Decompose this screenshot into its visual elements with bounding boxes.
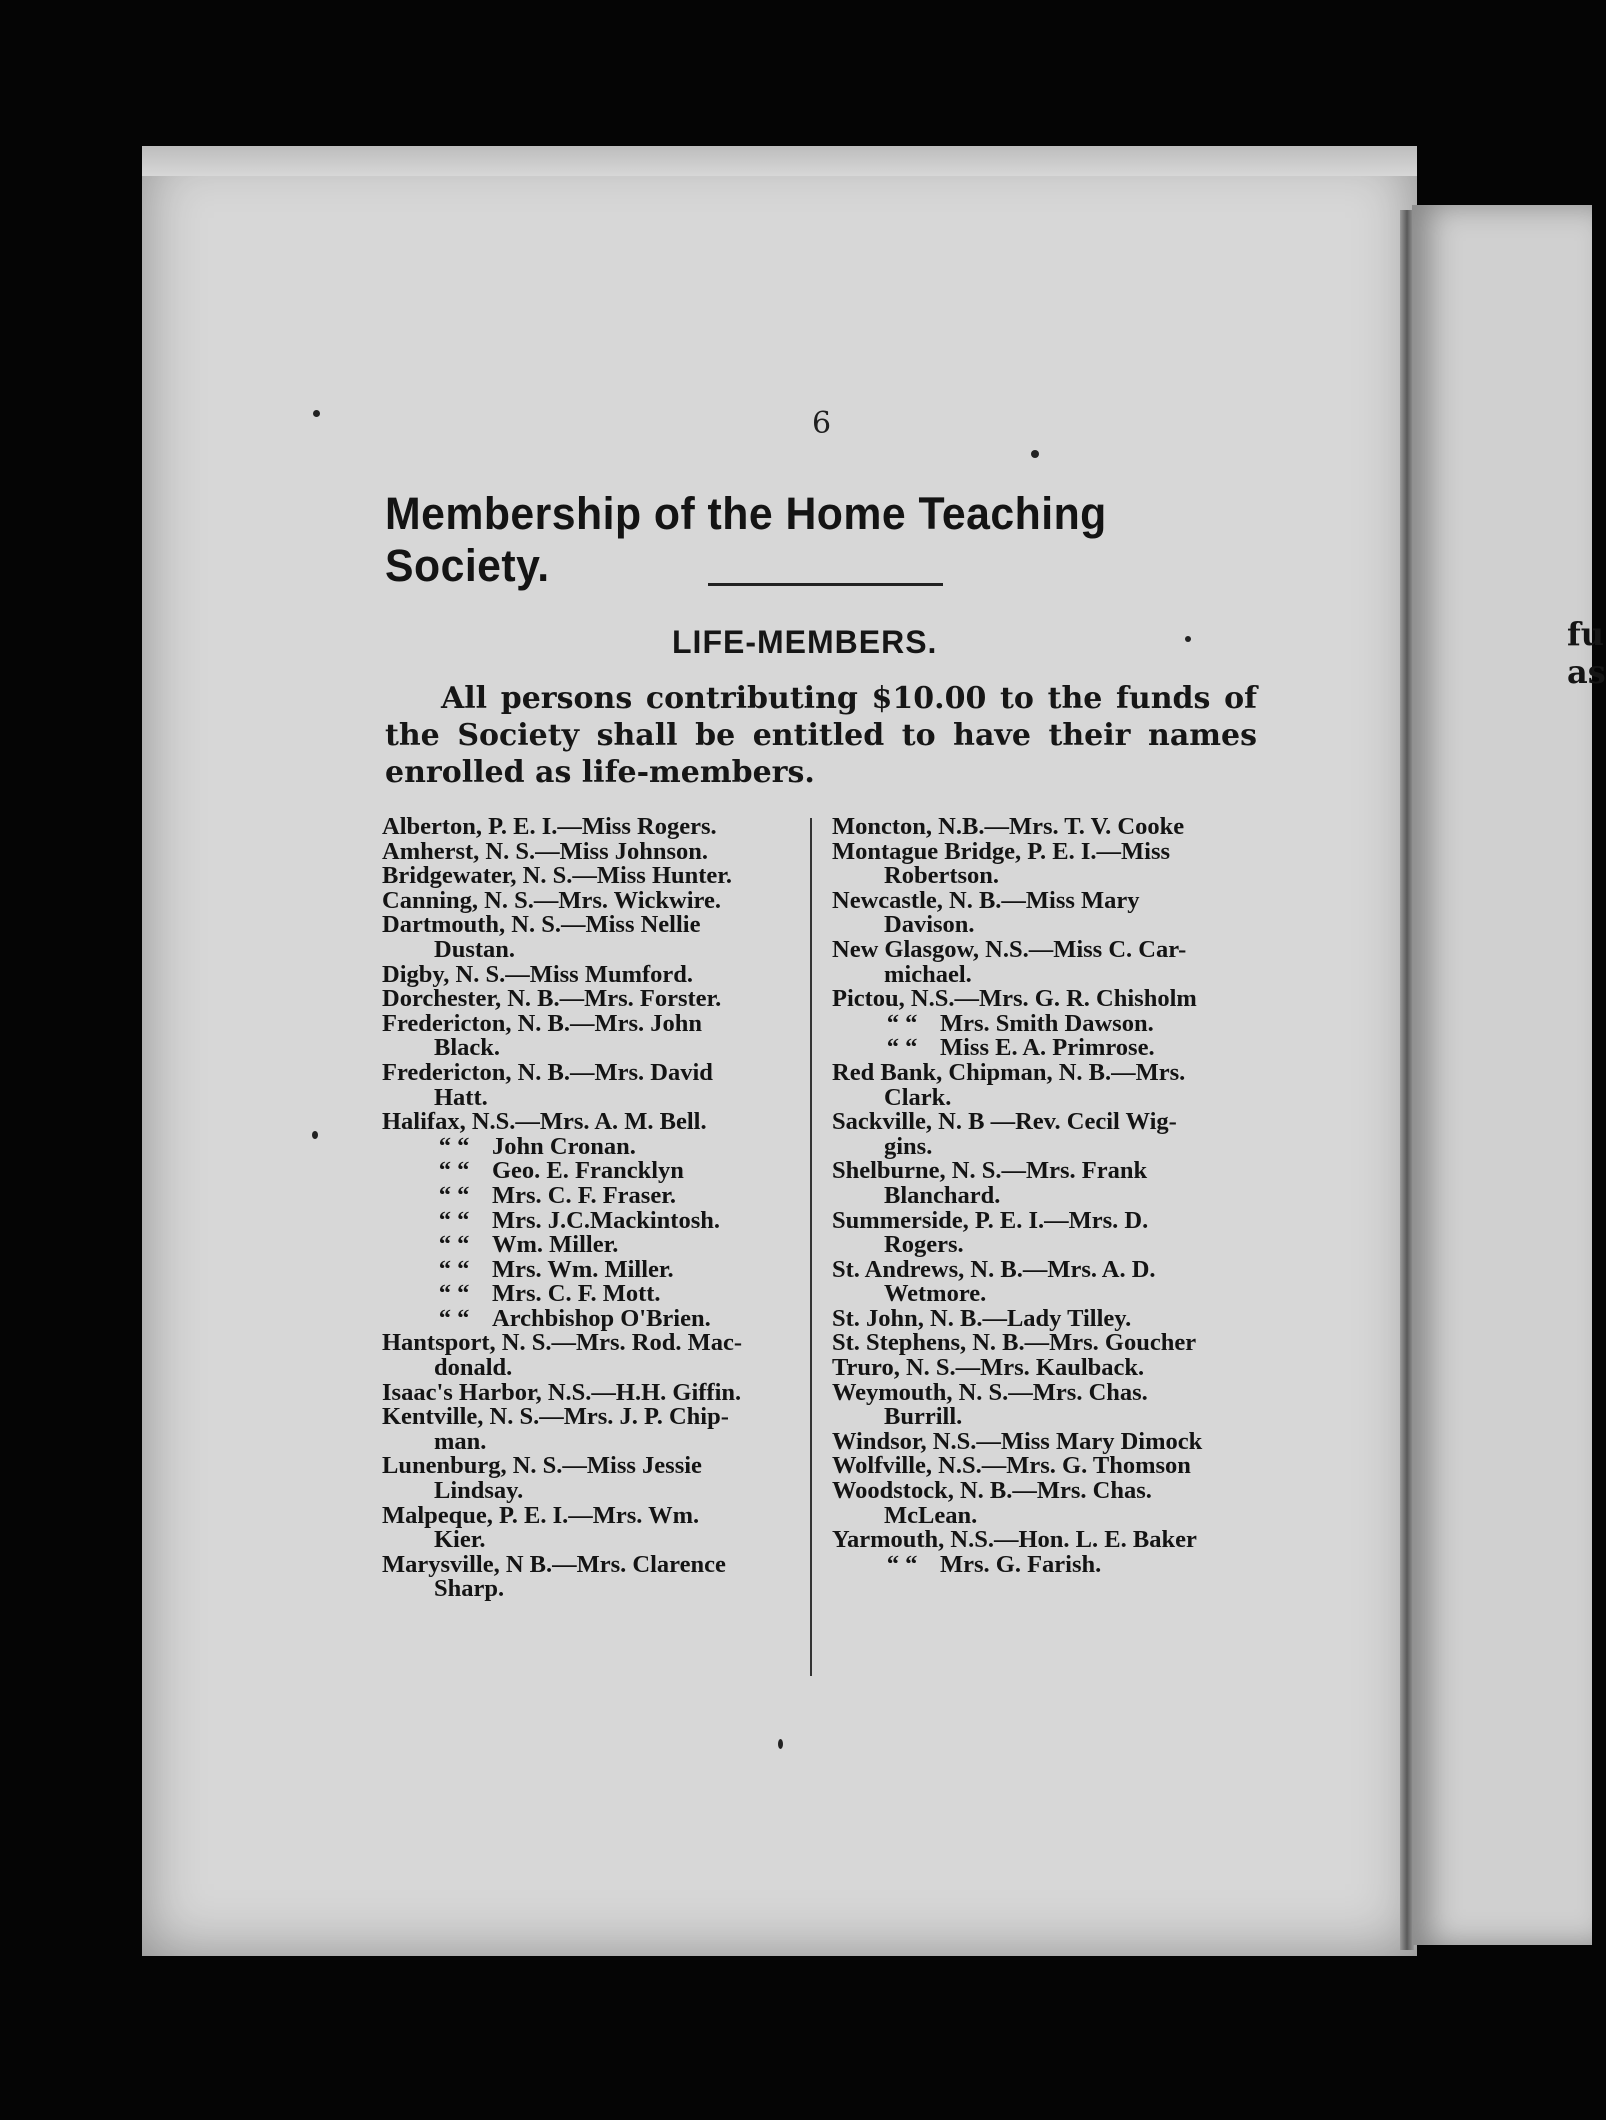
right-member-column — [832, 815, 1260, 1577]
member-entry-continuation: man. — [434, 1427, 487, 1455]
member-entry-text: Woodstock, N. B.—Mrs. Chas. — [832, 1477, 1152, 1505]
member-entry-ditto — [382, 1132, 812, 1160]
member-entry-continuation: Wetmore. — [884, 1280, 987, 1308]
member-entry-text: Pictou, N.S.—Mrs. G. R. Chisholm — [832, 985, 1197, 1013]
member-name: Wm. Miller. — [492, 1231, 619, 1259]
member-entry-ditto — [832, 1009, 1260, 1037]
member-entry-continuation: gins. — [884, 1132, 933, 1160]
member-entry-text: Isaac's Harbor, N.S.—H.H. Giffin. — [382, 1378, 742, 1406]
member-entry — [382, 1454, 812, 1503]
print-speck — [313, 410, 320, 417]
ditto-marks: “ “ — [438, 1304, 470, 1332]
member-name: Mrs. C. F. Mott. — [492, 1280, 661, 1308]
page-number: 6 — [812, 406, 832, 441]
member-entry-text: Dorchester, N. B.—Mrs. Forster. — [382, 985, 722, 1013]
member-entry-ditto — [382, 1233, 812, 1258]
member-entry-continuation: Burrill. — [884, 1403, 963, 1431]
member-entry-text: New Glasgow, N.S.—Miss C. Car- — [832, 935, 1187, 963]
member-entry-text: Alberton, P. E. I.—Miss Rogers. — [382, 813, 717, 840]
member-entry — [832, 1454, 1260, 1479]
member-entry — [832, 1331, 1260, 1356]
member-entry — [382, 1058, 812, 1111]
member-entry — [382, 913, 812, 962]
member-name: Mrs. Wm. Miller. — [492, 1255, 674, 1283]
member-entry — [832, 1528, 1260, 1553]
member-entry-text: St. Stephens, N. B.—Mrs. Goucher — [832, 1329, 1197, 1357]
ditto-marks: “ “ — [886, 1034, 918, 1062]
member-entry-text: Canning, N. S.—Mrs. Wickwire. — [382, 886, 721, 914]
member-entry-text: Red Bank, Chipman, N. B.—Mrs. — [832, 1058, 1186, 1086]
left-member-column — [382, 815, 812, 1602]
member-entry — [832, 1206, 1260, 1259]
member-entry-text: Halifax, N.S.—Mrs. A. M. Bell. — [382, 1108, 707, 1136]
member-entry — [382, 1009, 812, 1062]
member-entry-text: Yarmouth, N.S.—Hon. L. E. Baker — [832, 1526, 1197, 1554]
member-entry — [832, 815, 1260, 840]
member-entry — [832, 987, 1260, 1012]
member-entry-ditto — [382, 1206, 812, 1234]
member-entry — [832, 1356, 1260, 1381]
member-entry — [382, 987, 812, 1012]
member-entry-text: St. Andrews, N. B.—Mrs. A. D. — [832, 1255, 1156, 1283]
member-entry-text: Summerside, P. E. I.—Mrs. D. — [832, 1206, 1149, 1234]
print-speck — [778, 1739, 783, 1749]
member-entry-text: Bridgewater, N. S.—Miss Hunter. — [382, 862, 733, 890]
member-entry-continuation: Kier. — [434, 1526, 486, 1554]
ditto-marks: “ “ — [438, 1206, 470, 1234]
ditto-marks: “ “ — [438, 1132, 470, 1160]
member-entry-text: Shelburne, N. S.—Mrs. Frank — [832, 1157, 1148, 1185]
member-entry-text: Truro, N. S.—Mrs. Kaulback. — [832, 1354, 1145, 1382]
member-entry-text: St. John, N. B.—Lady Tilley. — [832, 1304, 1132, 1332]
member-name: Miss E. A. Primrose. — [940, 1034, 1155, 1062]
member-entry — [832, 1159, 1260, 1208]
member-entry-text: Windsor, N.S.—Miss Mary Dimock — [832, 1427, 1203, 1455]
facing-page-fragment: as — [1567, 653, 1606, 691]
member-entry-text: Hantsport, N. S.—Mrs. Rod. Mac- — [382, 1329, 742, 1357]
ditto-marks: “ “ — [438, 1157, 470, 1185]
member-name: Mrs. C. F. Fraser. — [492, 1181, 676, 1209]
member-entry-text: Dartmouth, N. S.—Miss Nellie — [382, 911, 701, 939]
member-entry-ditto — [382, 1282, 812, 1307]
member-entry-continuation: Rogers. — [884, 1231, 964, 1259]
member-entry — [382, 886, 812, 914]
member-entry — [382, 1378, 812, 1406]
member-entry-text: Moncton, N.B.—Mrs. T. V. Cooke — [832, 813, 1185, 840]
member-entry-text: Lunenburg, N. S.—Miss Jessie — [382, 1452, 702, 1480]
member-entry-continuation: Robertson. — [884, 862, 1000, 890]
member-name: Archbishop O'Brien. — [492, 1304, 711, 1332]
facing-page-fragment: fu — [1567, 615, 1605, 653]
member-entry-continuation: donald. — [434, 1354, 513, 1382]
member-name: Mrs. Smith Dawson. — [940, 1009, 1154, 1037]
member-entry-text: Amherst, N. S.—Miss Johnson. — [382, 837, 709, 865]
member-entry — [832, 886, 1260, 939]
member-entry — [382, 1110, 812, 1135]
member-entry-continuation: Hatt. — [434, 1083, 488, 1111]
title-rule — [708, 583, 943, 586]
member-entry-continuation: Sharp. — [434, 1575, 505, 1603]
member-entry-ditto — [382, 1159, 812, 1184]
ditto-marks: “ “ — [438, 1255, 470, 1283]
member-entry-text: Digby, N. S.—Miss Mumford. — [382, 960, 694, 988]
ditto-marks: “ “ — [886, 1009, 918, 1037]
member-entry-continuation: Lindsay. — [434, 1477, 524, 1505]
ditto-marks: “ “ — [886, 1550, 918, 1578]
member-entry-text: Malpeque, P. E. I.—Mrs. Wm. — [382, 1501, 700, 1529]
print-speck — [312, 1131, 318, 1139]
intro-paragraph: All persons contributing $10.00 to the funds of the Society shall be entitled to have their names enrolled as life-members. — [385, 681, 1257, 790]
member-entry-continuation: Dustan. — [434, 935, 516, 963]
member-entry — [832, 1110, 1260, 1159]
member-entry — [382, 837, 812, 865]
section-heading: LIFE-MEMBERS. — [672, 624, 938, 660]
member-entry-ditto — [832, 1036, 1260, 1061]
member-entry-text: Marysville, N B.—Mrs. Clarence — [382, 1550, 726, 1578]
member-name: Geo. E. Francklyn — [492, 1157, 684, 1185]
member-entry — [832, 935, 1260, 988]
member-entry-text: Kentville, N. S.—Mrs. J. P. Chip- — [382, 1403, 729, 1431]
member-entry — [832, 1479, 1260, 1528]
member-entry — [832, 1304, 1260, 1332]
member-entry-continuation: Clark. — [884, 1083, 952, 1111]
member-entry — [382, 960, 812, 988]
member-entry-text: Fredericton, N. B.—Mrs. David — [382, 1058, 713, 1086]
member-name: Mrs. G. Farish. — [940, 1550, 1102, 1578]
member-entry-text: Weymouth, N. S.—Mrs. Chas. — [832, 1378, 1148, 1406]
member-entry-text: Montague Bridge, P. E. I.—Miss — [832, 837, 1171, 865]
member-entry-continuation: Davison. — [884, 911, 975, 939]
member-entry-ditto — [382, 1181, 812, 1209]
facing-page — [1412, 205, 1606, 1945]
member-entry — [832, 837, 1260, 890]
member-entry-text: Newcastle, N. B.—Miss Mary — [832, 886, 1140, 914]
member-entry — [832, 1427, 1260, 1455]
ditto-marks: “ “ — [438, 1181, 470, 1209]
member-entry — [382, 1405, 812, 1454]
member-entry-continuation: michael. — [884, 960, 972, 988]
print-speck — [1185, 636, 1191, 642]
member-name: John Cronan. — [492, 1132, 636, 1160]
column-divider — [810, 818, 812, 1676]
member-entry — [382, 1331, 812, 1380]
member-name: Mrs. J.C.Mackintosh. — [492, 1206, 720, 1234]
ditto-marks: “ “ — [438, 1280, 470, 1308]
print-speck — [1031, 450, 1039, 458]
member-entry — [382, 815, 812, 840]
member-entry-text: Wolfville, N.S.—Mrs. G. Thomson — [832, 1452, 1191, 1480]
page-title: Membership of the Home Teaching Society. — [385, 488, 1107, 591]
member-entry — [382, 1501, 812, 1554]
member-entry — [382, 864, 812, 889]
member-entry — [832, 1378, 1260, 1431]
member-entry — [382, 1550, 812, 1603]
member-entry-ditto — [382, 1255, 812, 1283]
member-entry-continuation: Black. — [434, 1034, 501, 1062]
member-entry — [832, 1255, 1260, 1308]
member-entry-ditto — [382, 1304, 812, 1332]
member-entry-text: Fredericton, N. B.—Mrs. John — [382, 1009, 703, 1037]
ditto-marks: “ “ — [438, 1231, 470, 1259]
member-entry-continuation: McLean. — [884, 1501, 978, 1529]
member-entry — [832, 1058, 1260, 1111]
member-entry-ditto — [832, 1550, 1260, 1578]
member-entry-text: Sackville, N. B —Rev. Cecil Wig- — [832, 1108, 1177, 1136]
member-entry-continuation: Blanchard. — [884, 1181, 1001, 1209]
